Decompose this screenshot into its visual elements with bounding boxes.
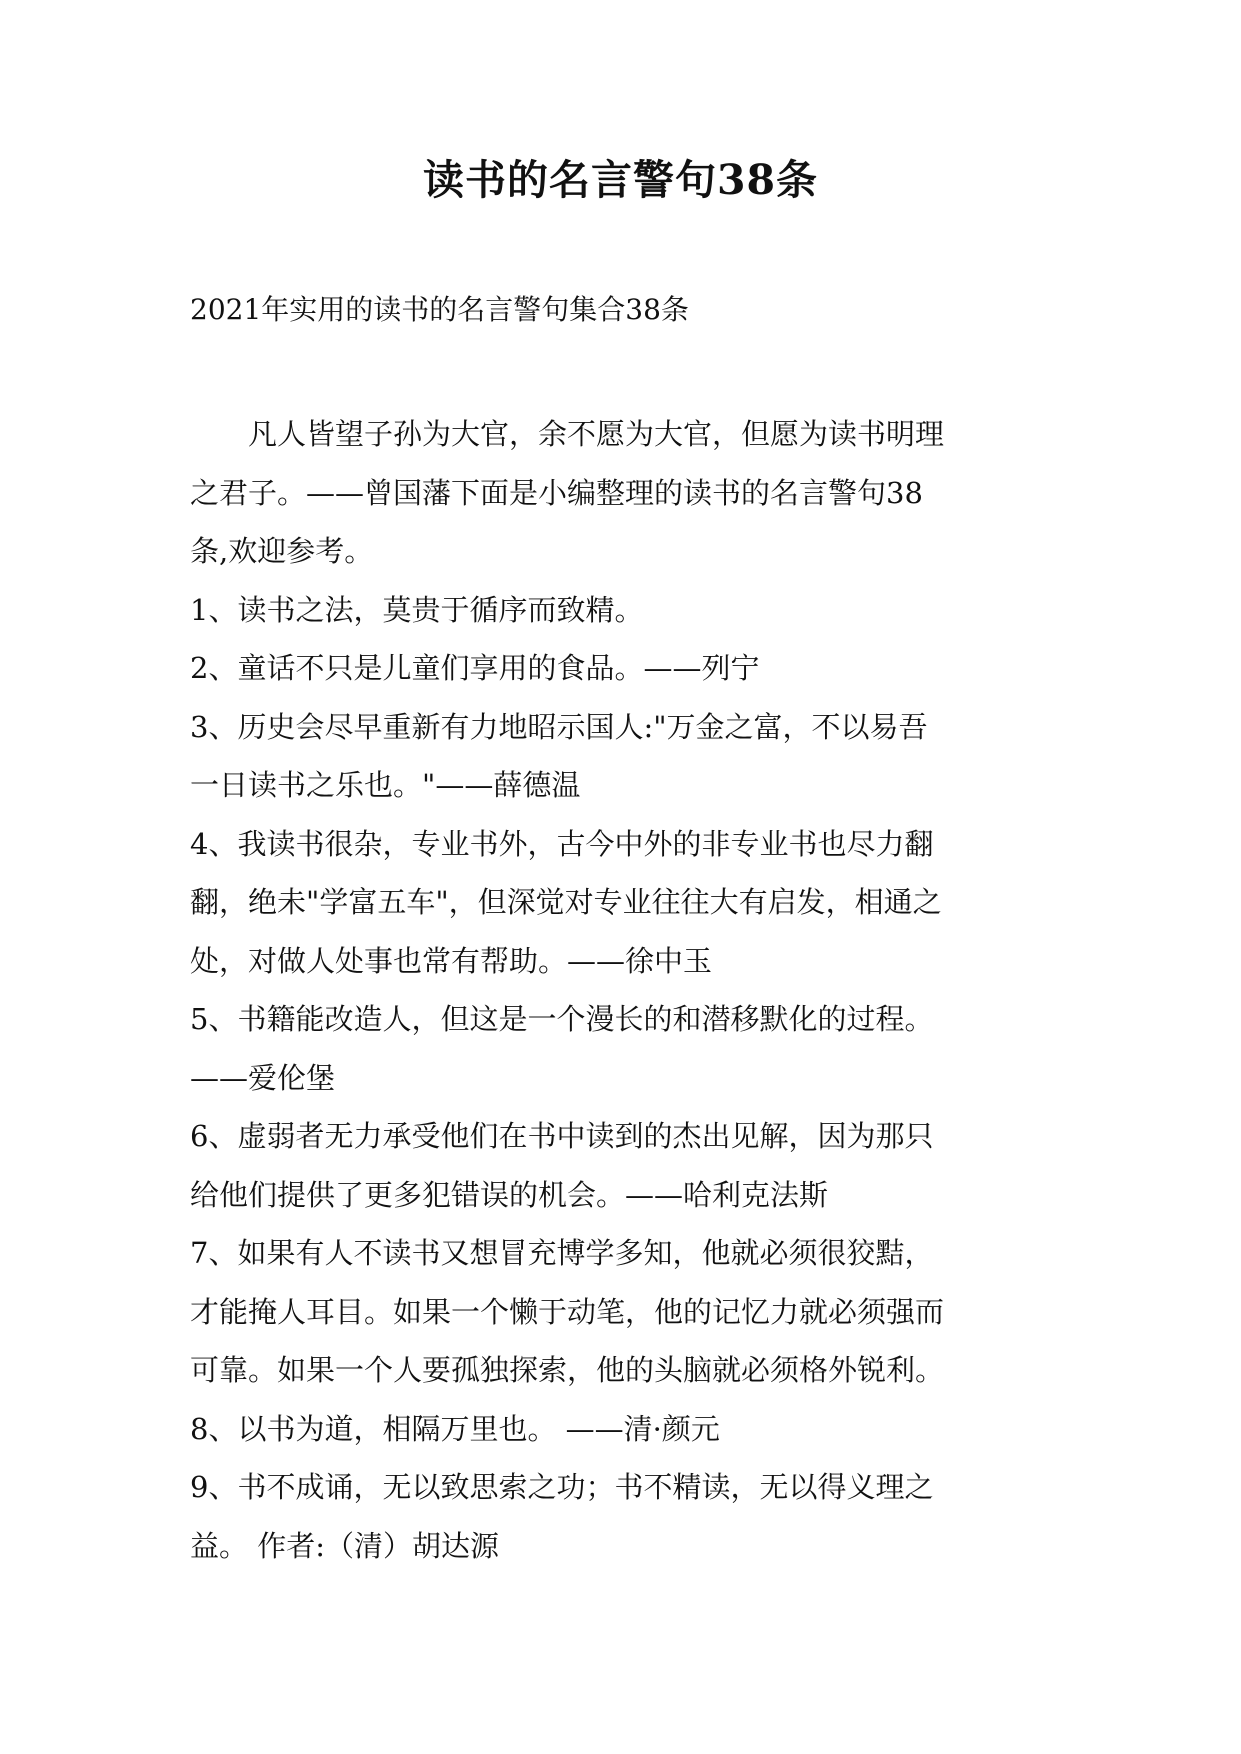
- document-title: 读书的名言警句38条: [422, 156, 819, 204]
- quote-line: 可靠。如果一个人要孤独探索，他的头脑就必须格外锐利。: [190, 1353, 945, 1387]
- quote-line: 一日读书之乐也。"——薛德温: [190, 768, 581, 802]
- quote-line: 5、书籍能改造人，但这是一个漫长的和潜移默化的过程。: [190, 1002, 934, 1036]
- quote-line: 1、读书之法，莫贵于循序而致精。: [190, 592, 644, 627]
- quote-line: 给他们提供了更多犯错误的机会。——哈利克法斯: [190, 1177, 829, 1212]
- document-subtitle: 2021年实用的读书的名言警句集合38条: [190, 293, 689, 326]
- quote-line: 才能掩人耳目。如果一个懒于动笔，他的记忆力就必须强而: [190, 1294, 945, 1329]
- quote-line: 7、如果有人不读书又想冒充博学多知，他就必须很狡黠，: [190, 1236, 934, 1270]
- document-body: [190, 405, 1070, 1575]
- quote-line: 9、书不成诵，无以致思索之功；书不精读，无以得义理之: [190, 1470, 934, 1504]
- quote-line: ——爱伦堡: [190, 1060, 336, 1095]
- paragraph-line: 之君子。——曾国藩下面是小编整理的读书的名言警句38: [190, 475, 923, 510]
- quote-line: 3、历史会尽早重新有力地昭示国人:"万金之富，不以易吾: [190, 709, 928, 744]
- paragraph-line: 条,欢迎参考。: [190, 534, 374, 568]
- quote-line: 处，对做人处事也常有帮助。——徐中玉: [190, 943, 713, 978]
- paragraph-line: 凡人皆望子孙为大官，余不愿为大官，但愿为读书明理: [248, 417, 945, 451]
- quote-line: 益。 作者:（清）胡达源: [190, 1528, 499, 1563]
- quote-line: 8、以书为道，相隔万里也。 ——清·颜元: [190, 1411, 720, 1446]
- quote-line: 4、我读书很杂，专业书外，古今中外的非专业书也尽力翻: [190, 826, 934, 861]
- quote-line: 2、童话不只是儿童们享用的食品。——列宁: [190, 651, 760, 685]
- quote-line: 6、虚弱者无力承受他们在书中读到的杰出见解，因为那只: [190, 1119, 934, 1153]
- quote-line: 翻，绝未"学富五车"，但深觉对专业往往大有启发，相通之: [190, 885, 942, 919]
